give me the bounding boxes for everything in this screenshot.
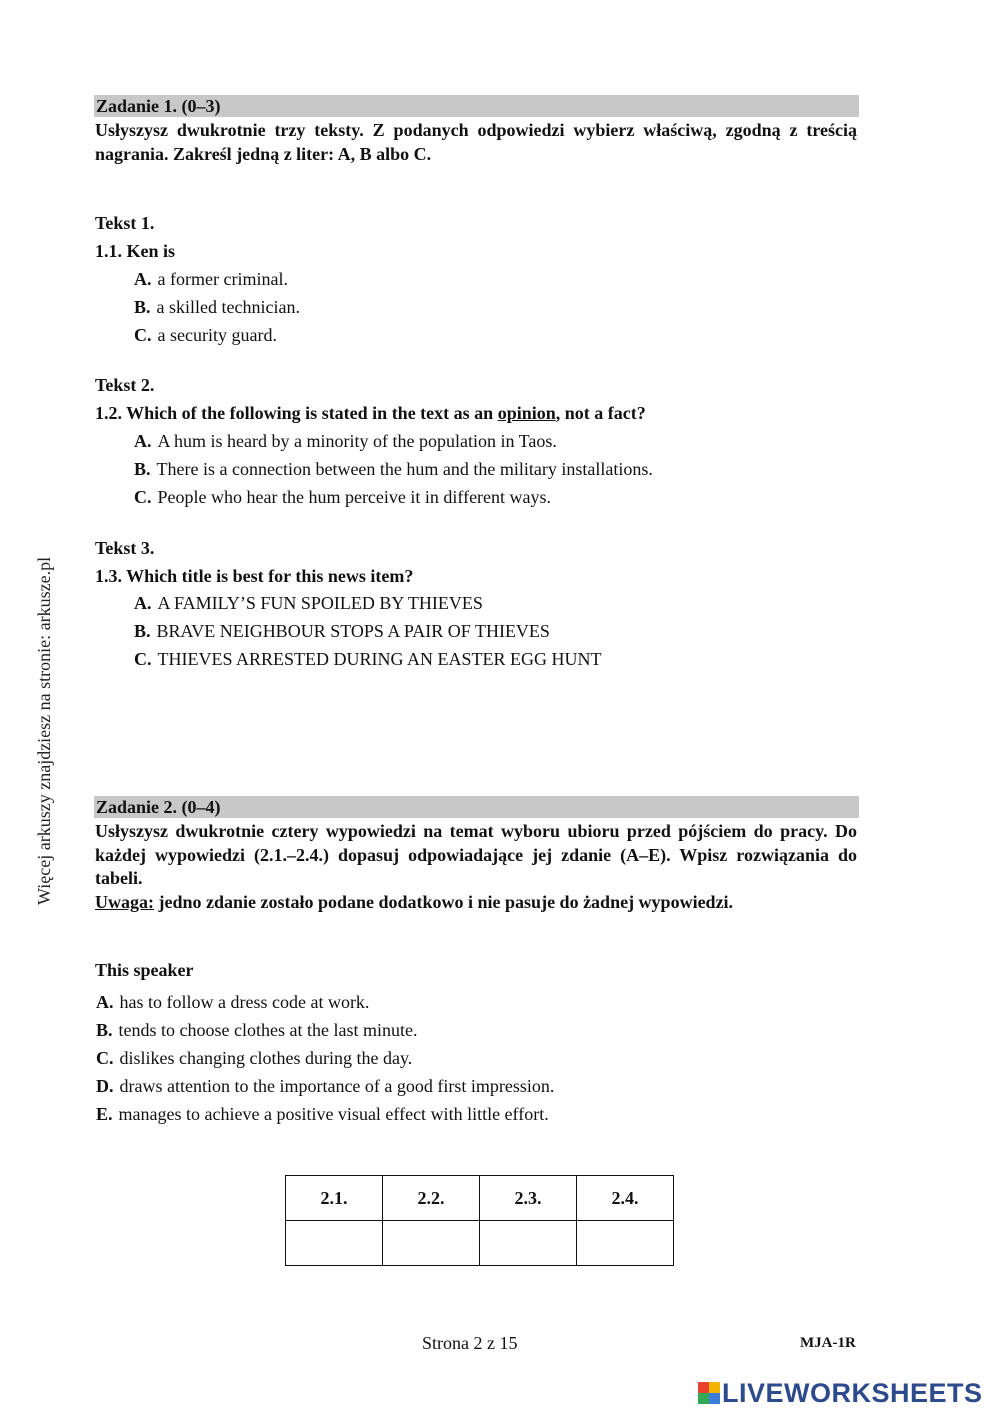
speaker-option-d: D. draws attention to the importance of a good first impression. [96, 1076, 555, 1096]
speaker-option-b: B. tends to choose clothes at the last minute. [96, 1020, 418, 1040]
text1-heading: Tekst 1. [95, 213, 155, 233]
option-1-2-a[interactable]: A. A hum is heard by a minority of the population in Taos. [134, 431, 557, 451]
note-text: jedno zdanie zostało podane dodatkowo i nie pasuje do żadnej wypowiedzi. [154, 891, 734, 912]
question-1-1: 1.1. Ken is [95, 241, 176, 261]
page-number: Strona 2 z 15 [422, 1333, 518, 1353]
answer-header-2-3: 2.3. [480, 1176, 577, 1221]
speaker-option-c: C. dislikes changing clothes during the day. [96, 1048, 413, 1068]
task1-instruction: Usłyszysz dwukrotnie trzy teksty. Z podanych odpowiedzi wybierz właściwą, zgodną z treścią nagrania. Zakreśl jedną z liter: A, B albo C. [95, 120, 857, 164]
question-1-3: 1.3. Which title is best for this news item? [95, 566, 414, 586]
answer-header-2-2: 2.2. [383, 1176, 480, 1221]
answer-cell-2-1[interactable] [286, 1221, 383, 1266]
text2-heading: Tekst 2. [95, 375, 155, 395]
answer-header-2-1: 2.1. [286, 1176, 383, 1221]
option-1-1-a[interactable]: A. a former criminal. [134, 269, 288, 289]
task2-instruction: Usłyszysz dwukrotnie cztery wypowiedzi na temat wyboru ubioru przed pójściem do pracy. Do każdej wypowiedzi (2.1.–2.4.) dopasuj odpowiadające jej zdanie (A–E). Wpisz rozwiązania do tabeli. Uwaga: jedno zdanie zostało podane dodatkowo i nie pasuje do żadnej wypowiedzi. [95, 821, 857, 912]
emphasis-opinion: opinion [497, 403, 556, 423]
option-1-2-b[interactable]: B. There is a connection between the hum and the military installations. [134, 459, 653, 479]
option-1-3-b[interactable]: B. BRAVE NEIGHBOUR STOPS A PAIR OF THIEVES [134, 621, 550, 641]
option-1-1-b[interactable]: B. a skilled technician. [134, 297, 300, 317]
text3-heading: Tekst 3. [95, 538, 155, 558]
speaker-option-a: A. has to follow a dress code at work. [96, 992, 370, 1012]
exam-code: MJA-1R [800, 1335, 856, 1351]
option-1-1-c[interactable]: C. a security guard. [134, 325, 277, 345]
speaker-option-e: E. manages to achieve a positive visual effect with little effort. [96, 1104, 549, 1124]
answer-table [285, 1175, 674, 1266]
option-1-3-a[interactable]: A. A FAMILY’S FUN SPOILED BY THIEVES [134, 593, 483, 613]
liveworksheets-logo [698, 1378, 983, 1408]
option-1-3-c[interactable]: C. THIEVES ARRESTED DURING AN EASTER EGG HUNT [134, 649, 602, 669]
brand-name: LIVEWORKSHEETS [722, 1377, 983, 1408]
task2-title: Zadanie 2. (0–4) [94, 796, 859, 818]
speaker-heading: This speaker [95, 960, 194, 980]
answer-cell-2-2[interactable] [383, 1221, 480, 1266]
note-label: Uwaga: [95, 891, 154, 912]
question-1-2: 1.2. Which of the following is stated in the text as an opinion, not a fact? [95, 403, 646, 423]
option-1-2-c[interactable]: C. People who hear the hum perceive it in different ways. [134, 487, 552, 507]
answer-header-2-4: 2.4. [577, 1176, 674, 1221]
answer-cell-2-3[interactable] [480, 1221, 577, 1266]
answer-cell-2-4[interactable] [577, 1221, 674, 1266]
side-note: Więcej arkuszy znajdziesz na stronie: arkusze.pl [34, 556, 54, 905]
liveworksheets-icon [698, 1382, 720, 1404]
task1-title: Zadanie 1. (0–3) [94, 95, 859, 117]
